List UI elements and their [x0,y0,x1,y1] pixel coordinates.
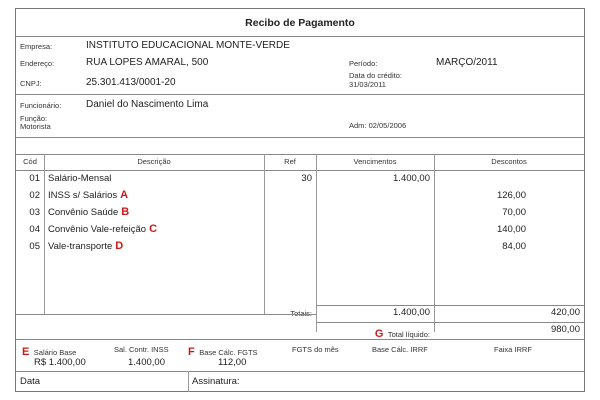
row-descricao: Vale-transporte D [48,240,124,252]
row-descricao: Salário-Mensal [48,173,112,184]
document-title: Recibo de Pagamento [245,17,355,29]
row-descricao: Convênio Saúde B [48,206,130,218]
periodo-value: MARÇO/2011 [436,57,498,68]
row-descricao: Convênio Vale-refeição C [48,223,158,235]
col-header-vencimentos: Vencimentos [353,157,397,166]
salario-base-label-group: E Salário Base [22,346,77,358]
funcao-label: Função: [20,114,48,123]
salario-base-value: R$ 1.400,00 [34,357,86,368]
endereco-label: Endereço: [20,59,55,68]
admissao-value: Adm: 02/05/2006 [349,121,407,130]
marker-g: G [374,328,384,340]
marker-d: D [115,240,124,252]
row-cod: 03 [29,207,40,218]
funcionario-label: Funcionário: [20,101,62,110]
total-vencimentos: 1.400,00 [393,307,430,318]
sal-contr-label: Sal. Contr. INSS [114,345,169,354]
marker-c: C [149,223,158,235]
marker-f: F [188,346,195,358]
cnpj-label: CNPJ: [20,79,42,88]
row-descontos: 84,00 [502,241,526,252]
funcionario-value: Daniel do Nascimento Lima [86,99,209,110]
total-descontos: 420,00 [550,307,580,318]
row-ref: 30 [301,173,312,184]
col-header-descontos: Descontos [491,157,527,166]
row-descontos: 70,00 [502,207,526,218]
row-vencimentos: 1.400,00 [393,173,430,184]
base-irrf-label: Base Cálc. IRRF [372,345,428,354]
row-cod: 04 [29,224,40,235]
data-label: Data [20,376,41,387]
col-header-ref: Ref [284,157,296,166]
cnpj-value: 25.301.413/0001-20 [86,77,176,88]
sal-contr-value: 1.400,00 [128,357,165,368]
periodo-label: Período: [349,59,378,68]
assinatura-label: Assinatura: [192,376,240,387]
row-cod: 02 [29,190,40,201]
row-descontos: 140,00 [496,224,526,235]
faixa-irrf-label: Faixa IRRF [494,345,532,354]
col-header-cod: Cód [23,157,37,166]
row-descontos: 126,00 [496,190,526,201]
total-liquido-label-group: G Total líquido: [374,328,430,340]
row-descricao: INSS s/ Salários A [48,189,129,201]
row-cod: 05 [29,241,40,252]
credito-label: Data do crédito: [349,71,402,80]
col-header-descricao: Descrição [137,157,171,166]
marker-b: B [121,206,130,218]
funcao-value: Motorista [20,122,51,131]
payslip-document [15,8,585,392]
base-fgts-label-group: F Base Cálc. FGTS [188,346,258,358]
base-fgts-value: 112,00 [218,357,247,368]
row-cod: 01 [29,173,40,184]
credito-date: 31/03/2011 [349,80,386,89]
total-liquido-value: 980,00 [550,324,580,335]
fgts-mes-label: FGTS do mês [292,345,339,354]
totais-label: Totais: [290,309,312,318]
endereco-value: RUA LOPES AMARAL, 500 [86,57,209,68]
marker-e: E [22,346,30,358]
empresa-value: INSTITUTO EDUCACIONAL MONTE-VERDE [86,40,290,51]
marker-a: A [120,189,129,201]
empresa-label: Empresa: [20,42,53,51]
